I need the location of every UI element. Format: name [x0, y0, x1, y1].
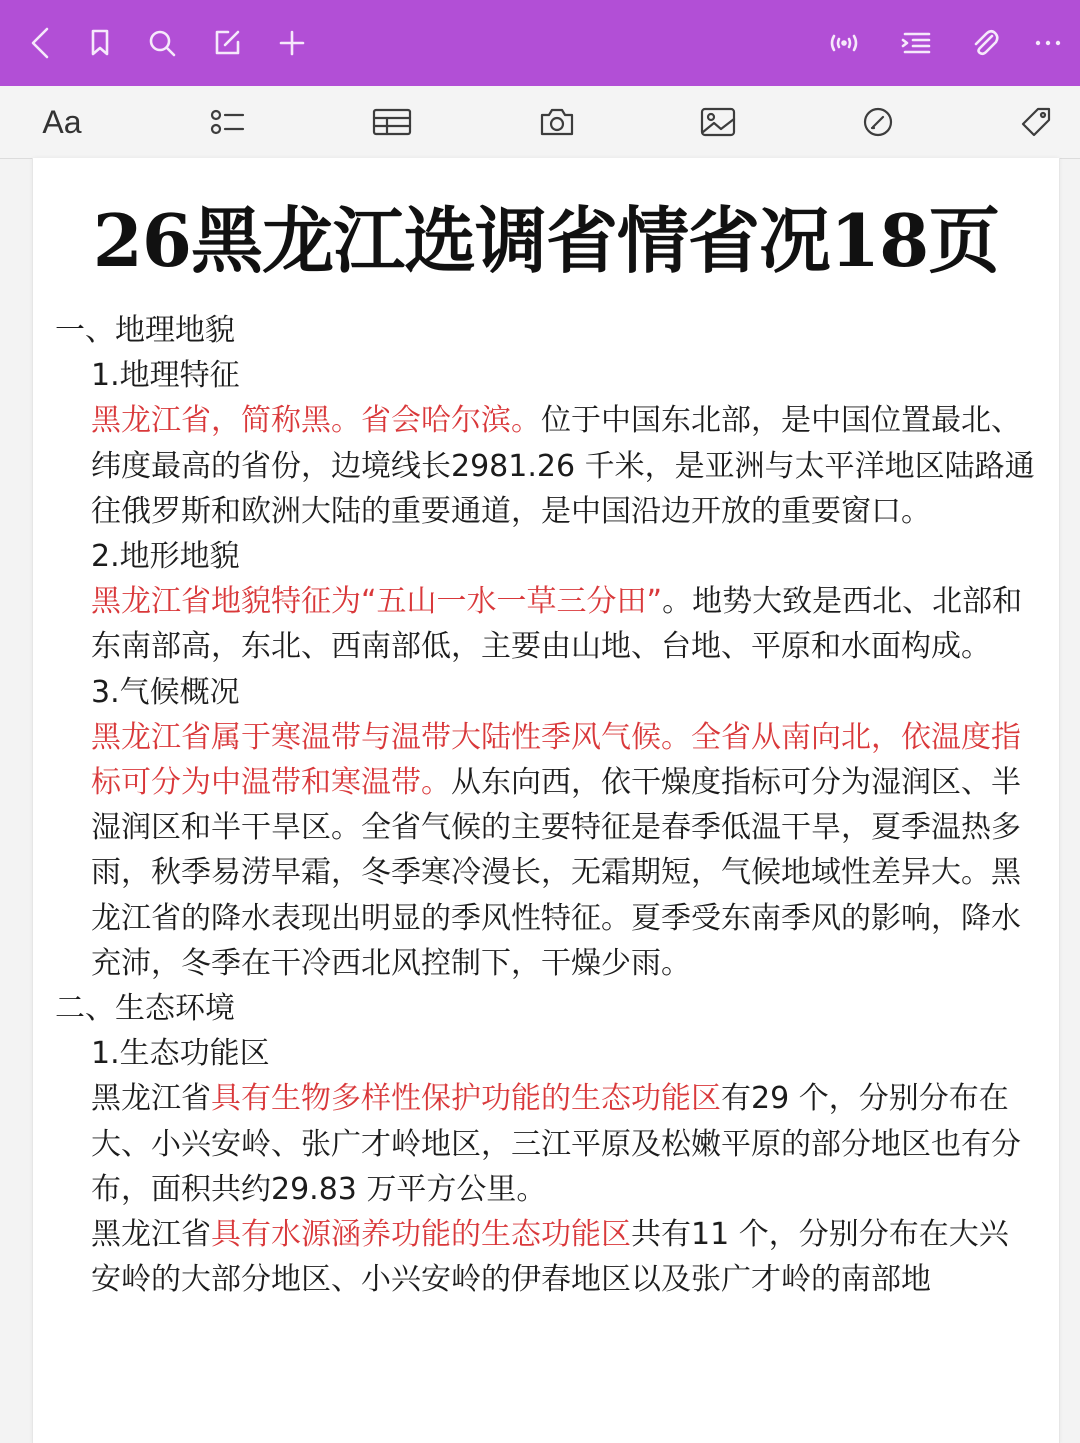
subsection-heading: 3.气候概况 — [91, 674, 240, 710]
body-text: 有29 个，分别分布在大、小兴安岭、张广才岭地区，三江平原及松嫩平原的部分地区也有分布，面积共约29.83 万平方公里。 — [91, 1081, 1021, 1207]
table-icon[interactable] — [368, 98, 416, 146]
subsection-heading: 1.地理特征 — [91, 358, 240, 394]
body-text: 共有11 个，分别分布在大兴安岭的大部分地区、小兴安岭的伊春地区以及张广才岭的南部地 — [91, 1217, 1009, 1298]
search-icon[interactable] — [140, 21, 184, 65]
highlighted-text: 具有水源涵养功能的生态功能区 — [211, 1217, 631, 1253]
add-icon[interactable] — [270, 21, 314, 65]
note-content[interactable] — [55, 308, 1035, 1302]
attach-icon[interactable] — [962, 21, 1006, 65]
body-text: 黑龙江省 — [91, 1217, 211, 1253]
subsection-heading: 2.地形地貌 — [91, 539, 240, 575]
font-format-button[interactable] — [38, 98, 86, 146]
note-page[interactable] — [32, 158, 1060, 1443]
tag-icon[interactable] — [1012, 98, 1060, 146]
section-heading: 二、生态环境 — [55, 991, 235, 1027]
highlighted-text: 黑龙江省地貌特征为“五山一水一草三分田” — [91, 584, 663, 620]
body-text: 位于中国东北部，是中国位置最北、纬度最高的省份，边境线长2981.26 千米，是亚洲与太平洋地区陆路通往俄罗斯和欧洲大陆的重要通道，是中国沿边开放的重要窗口。 — [91, 403, 1035, 529]
app-top-bar — [0, 0, 1080, 86]
body-text: 。地势大致是西北、北部和东南部高，东北、西南部低，主要由山地、台地、平原和水面构成。 — [91, 584, 1023, 665]
format-toolbar — [0, 86, 1080, 159]
edit-icon[interactable] — [205, 21, 249, 65]
highlighted-text: 具有生物多样性保护功能的生态功能区 — [211, 1081, 721, 1117]
page-title: 26黑龙江选调省情省况18页 — [92, 198, 1000, 283]
paragraph — [55, 579, 1035, 669]
list-format-icon[interactable] — [204, 98, 252, 146]
paragraph — [55, 398, 1035, 534]
body-text: 黑龙江省 — [91, 1081, 211, 1117]
paragraph — [55, 715, 1035, 986]
subsection-heading: 1.生态功能区 — [91, 1036, 270, 1072]
paragraph — [55, 1076, 1035, 1212]
camera-icon[interactable] — [533, 98, 581, 146]
font-format-label: Aa — [42, 103, 82, 140]
highlighted-text: 黑龙江省，简称黑。省会哈尔滨。 — [91, 403, 541, 439]
audio-icon[interactable] — [822, 21, 866, 65]
highlighted-text: 黑龙江省属于寒温带与温带大陆性季风气候。全省从南向北，依温度指标可分为中温带和寒温带。 — [91, 719, 1021, 801]
pen-icon[interactable] — [854, 98, 902, 146]
paragraph — [55, 1212, 1035, 1302]
list-icon[interactable] — [894, 21, 938, 65]
image-icon[interactable] — [694, 98, 742, 146]
more-icon[interactable] — [1026, 21, 1070, 65]
back-icon[interactable] — [20, 21, 64, 65]
body-text: 从东向西，依干燥度指标可分为湿润区、半湿润区和半干旱区。全省气候的主要特征是春季低温干旱，夏季温热多雨，秋季易涝早霜，冬季寒冷漫长，无霜期短，气候地域性差异大。黑龙江省的降水表现出明显的季风性特征。夏季受东南季风的影响，降水充沛，冬季在干冷西北风控制下，干燥少雨。 — [91, 765, 1021, 981]
section-heading: 一、地理地貌 — [55, 313, 235, 348]
bookmark-icon[interactable] — [78, 21, 122, 65]
